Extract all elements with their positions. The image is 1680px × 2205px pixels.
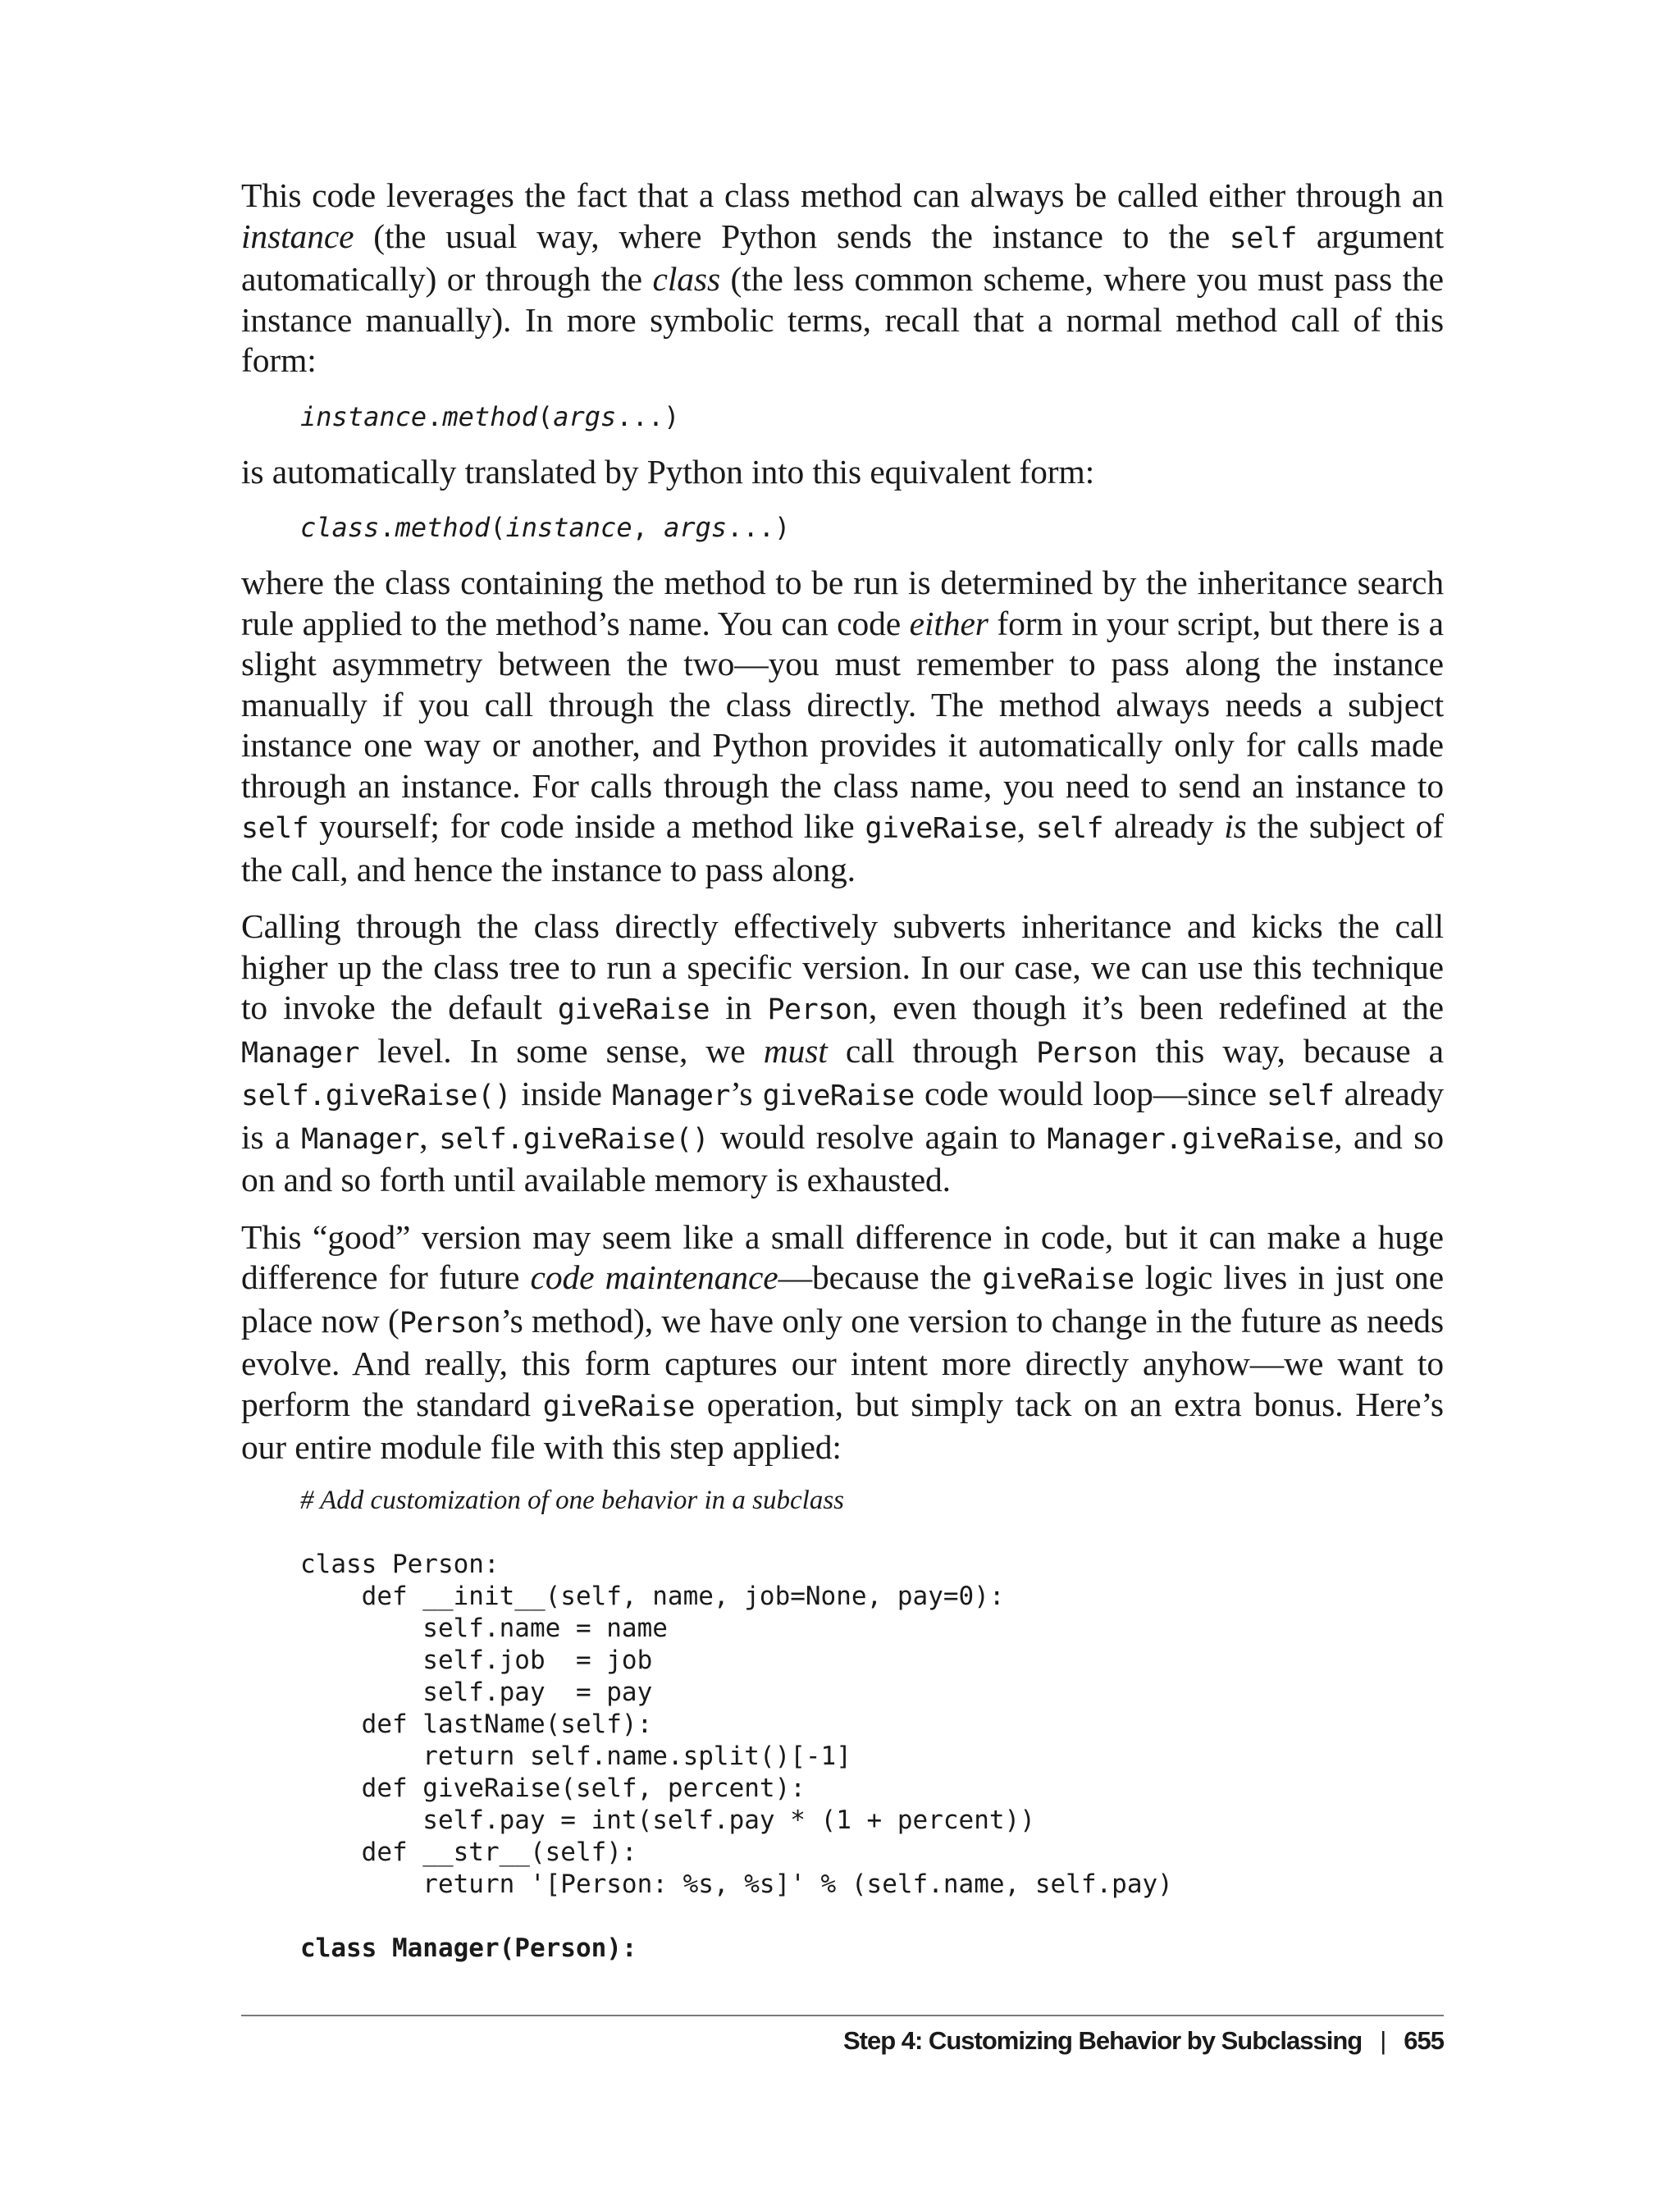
code-line: return '[Person: %s, %s]' % (self.name, self.pay) [300, 1869, 1173, 1899]
paragraph-3: where the class containing the method to be run is determined by the inheritance search rule applied to the method’s name. You can code either form in your script, but there is a slight asymmetry between the two—you must remember to pass along the instance manually if you call through the class directly. The method always needs a subject instance one way or another, and Python provides it automatically only for calls made through an instance. For calls through the class name, you need to send an instance to self yourself; for code inside a method like giveRaise, self already is the subject of the call, and hence the instance to pass along. [241, 564, 1444, 888]
footer-divider [241, 2015, 1444, 2016]
code-line: self.job = job [300, 1645, 653, 1675]
code-listing-body [300, 1517, 1444, 1965]
code-line: self.name = name [300, 1613, 668, 1643]
code-comment: # Add customization of one behavior in a subclass [300, 1485, 845, 1515]
page-number: 655 [1404, 2026, 1444, 2055]
code-line: def lastName(self): [300, 1709, 653, 1739]
code-line: def giveRaise(self, percent): [300, 1773, 806, 1803]
code-line: self.pay = pay [300, 1677, 653, 1707]
code-listing [241, 1485, 1444, 1965]
paragraph-2: is automatically translated by Python into this equivalent form: [241, 452, 1095, 491]
code-line: self.pay = int(self.pay * (1 + percent)) [300, 1805, 1035, 1835]
paragraph-5: This “good” version may seem like a small difference in code, but it can make a huge difference for future code maintenance—because the giveRaise logic lives in just one place now (Person’s method), we have only one version to change in the future as needs evolve. And really, this form captures our intent more directly anyhow—we want to perform the standard giveRaise operation, but simply tack on an extra bonus. Here’s our entire module file with this step applied: [241, 1217, 1445, 1466]
code-example-class-call: class.method(instance, args...) [300, 512, 791, 543]
paragraph-4: Calling through the class directly effectively subverts inheritance and kicks the call higher up the class tree to run a specific version. In our case, we can use this technique to invoke the default giveRaise in Person, even though it’s been redefined at the Manager level. In some sense, we must call through Person this way, because a self.giveRaise() inside Manager’s giveRaise code would loop—since self already is a Manager, self.giveRaise() would resolve again to Manager.giveRaise, and so on and so forth until available memory is exhausted. [241, 907, 1444, 1198]
code-line-bold: class Manager(Person): [300, 1933, 637, 1963]
footer-separator: | [1380, 2026, 1386, 2055]
code-example-instance-call: instance.method(args...) [300, 400, 680, 432]
code-line: class Person: [300, 1549, 500, 1579]
page-body [241, 176, 1444, 1965]
footer-section-title: Step 4: Customizing Behavior by Subclassing [842, 2026, 1363, 2055]
code-line: def __str__(self): [300, 1837, 637, 1867]
paragraph-1: This code leverages the fact that a class method can always be called either through an instance (the usual way, where Python sends the instance to the self argument automatically) or through the class (the less common scheme, where you must pass the instance manually). In more symbolic terms, recall that a normal method call of this form: [241, 176, 1444, 379]
code-line: def __init__(self, name, job=None, pay=0): [300, 1581, 1005, 1611]
code-line: return self.name.split()[-1] [300, 1741, 851, 1771]
page-footer [241, 2026, 1444, 2056]
